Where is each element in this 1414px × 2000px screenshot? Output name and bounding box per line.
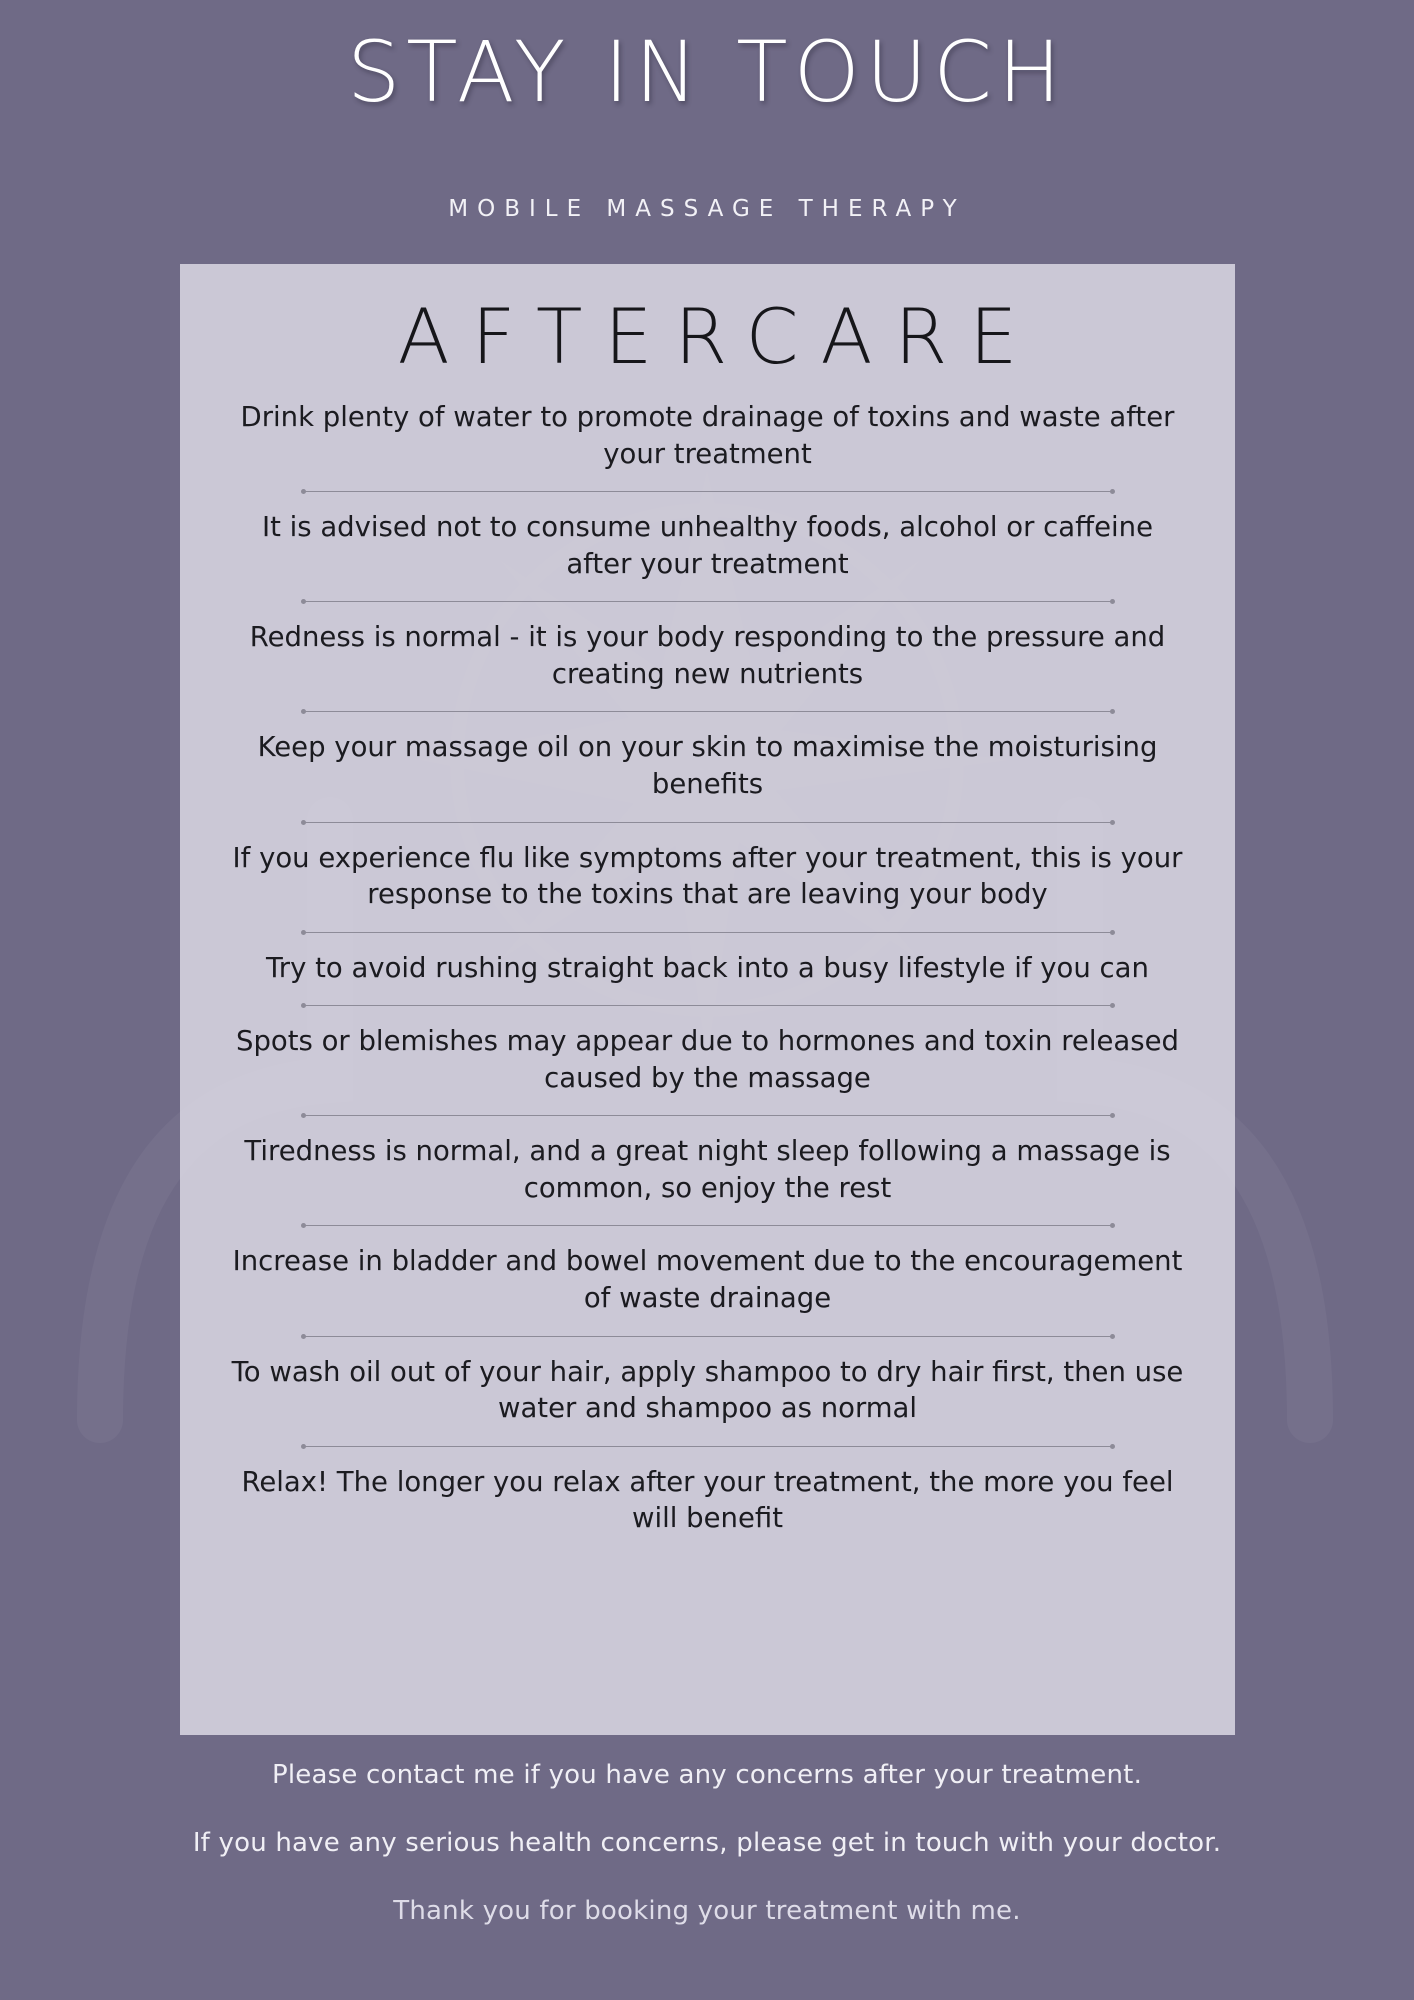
footer-line-doctor: If you have any serious health concerns, please get in touch with your doctor. — [192, 1828, 1222, 1858]
footer-line-thanks: Thank you for booking your treatment with me. — [393, 1896, 1021, 1926]
list-item: Redness is normal - it is your body responding to the pressure and creating new nutrients — [249, 621, 1166, 690]
list-item: Increase in bladder and bowel movement due to the encouragement of waste drainage — [232, 1245, 1183, 1314]
brand-subtitle: MOBILE MASSAGE THERAPY — [448, 196, 966, 222]
list-item: Tiredness is normal, and a great night sleep following a massage is common, so enjoy the rest — [244, 1135, 1171, 1204]
divider — [303, 822, 1113, 823]
list-item: Keep your massage oil on your skin to maximise the moisturising benefits — [257, 731, 1158, 800]
divider — [303, 1336, 1113, 1337]
list-item: Relax! The longer you relax after your treatment, the more you feel will benefit — [241, 1465, 1174, 1535]
list-item: Try to avoid rushing straight back into a busy lifestyle if you can — [266, 951, 1149, 984]
divider — [303, 1446, 1113, 1447]
divider — [303, 601, 1113, 602]
aftercare-tip-list — [180, 399, 1235, 1537]
card-title: AFTERCARE — [397, 292, 1040, 381]
divider — [303, 711, 1113, 712]
brand-title: STAY IN TOUCH — [346, 23, 1068, 121]
footer-line-contact: Please contact me if you have any concerns after your treatment. — [271, 1760, 1143, 1790]
list-item: If you experience flu like symptoms after your treatment, this is your response to the toxins that are leaving your body — [232, 841, 1183, 911]
list-item: To wash oil out of your hair, apply shampoo to dry hair first, then use water and shampoo as normal — [231, 1355, 1184, 1425]
aftercare-card — [180, 264, 1235, 1735]
divider — [303, 932, 1113, 933]
footer — [0, 1760, 1414, 1926]
divider — [303, 1005, 1113, 1006]
divider — [303, 491, 1113, 492]
list-item: Drink plenty of water to promote drainage of toxins and waste after your treatment — [240, 401, 1175, 470]
divider — [303, 1225, 1113, 1226]
list-item: It is advised not to consume unhealthy foods, alcohol or caffeine after your treatment — [261, 511, 1153, 580]
list-item: Spots or blemishes may appear due to hormones and toxin released caused by the massage — [236, 1025, 1179, 1094]
divider — [303, 1115, 1113, 1116]
